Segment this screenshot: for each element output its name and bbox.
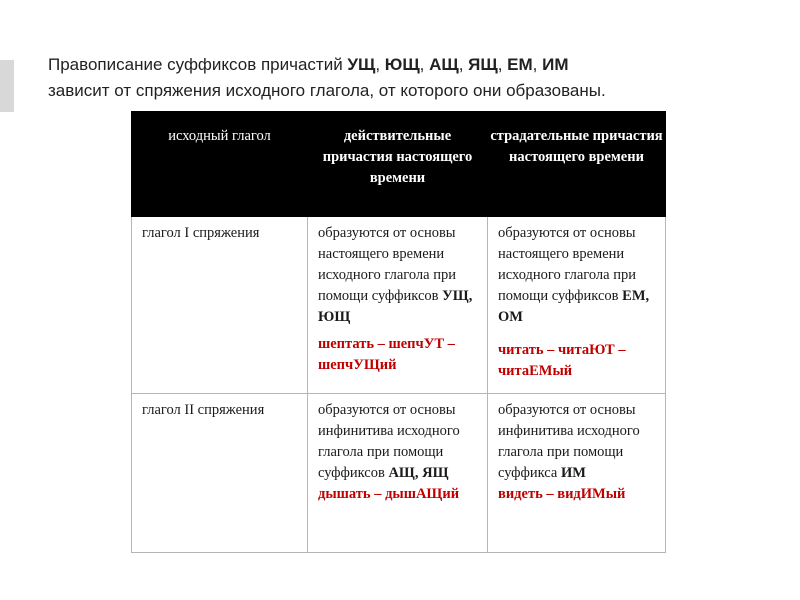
example-text: читать – читаЮТ – читаЕМый (498, 342, 626, 379)
rule-text: образуются от основы настоящего времени исходного глагола при помощи суффиксов (498, 225, 636, 304)
cell-active-conj-2 (308, 394, 488, 553)
rule-suffixes: АЩ, ЯЩ (388, 465, 449, 481)
rule-text: образуются от основы инфинитива исходного глагола при помощи суффикса (498, 402, 640, 481)
header-source-verb: исходный глагол (132, 112, 308, 217)
table-row (132, 394, 666, 553)
suffix-yashch: ЯЩ (468, 55, 498, 74)
slide-accent-bar (0, 60, 14, 112)
example-text: видеть – видИМый (498, 486, 626, 502)
intro-lead: Правописание суффиксов причастий (48, 55, 348, 74)
row-label-conj-1: глагол I спряжения (132, 217, 308, 394)
intro-line-2: зависит от спряжения исходного глагола, от которого они образованы. (48, 81, 606, 100)
rule-suffixes: ИМ (560, 465, 586, 481)
rule-suffixes: ЕМ, ОМ (498, 288, 650, 325)
rule-text: образуются от основы инфинитива исходного глагола при помощи суффиксов (318, 402, 460, 481)
suffix-ashch: АЩ (429, 55, 459, 74)
cell-active-conj-1 (308, 217, 488, 394)
example-text: дышать – дышАЩий (318, 486, 460, 502)
rule-suffixes: УЩ, ЮЩ (318, 288, 473, 325)
suffix-im: ИМ (542, 55, 569, 74)
header-passive-participles: страдательные причастия настоящего времени (488, 112, 666, 217)
table-row (132, 217, 666, 394)
intro-text: Правописание суффиксов причастий УЩ, ЮЩ, АЩ, ЯЩ, ЕМ, ИМ зависит от спряжения исходного глагола, от которого они образованы. (48, 55, 606, 100)
suffix-yushch: ЮЩ (384, 55, 420, 74)
rule-text: образуются от основы настоящего времени исходного глагола при помощи суффиксов (318, 225, 456, 304)
table-header-row (132, 112, 666, 217)
header-active-participles: действительные причастия настоящего времени (308, 112, 488, 217)
cell-passive-conj-1 (488, 217, 666, 394)
cell-passive-conj-2 (488, 394, 666, 553)
example-text: шептать – шепчУТ – шепчУЩий (318, 336, 455, 373)
suffix-ushch: УЩ (347, 55, 376, 74)
suffix-em: ЕМ (507, 55, 533, 74)
row-label-conj-2: глагол II спряжения (132, 394, 308, 553)
participle-suffix-table (131, 111, 666, 553)
